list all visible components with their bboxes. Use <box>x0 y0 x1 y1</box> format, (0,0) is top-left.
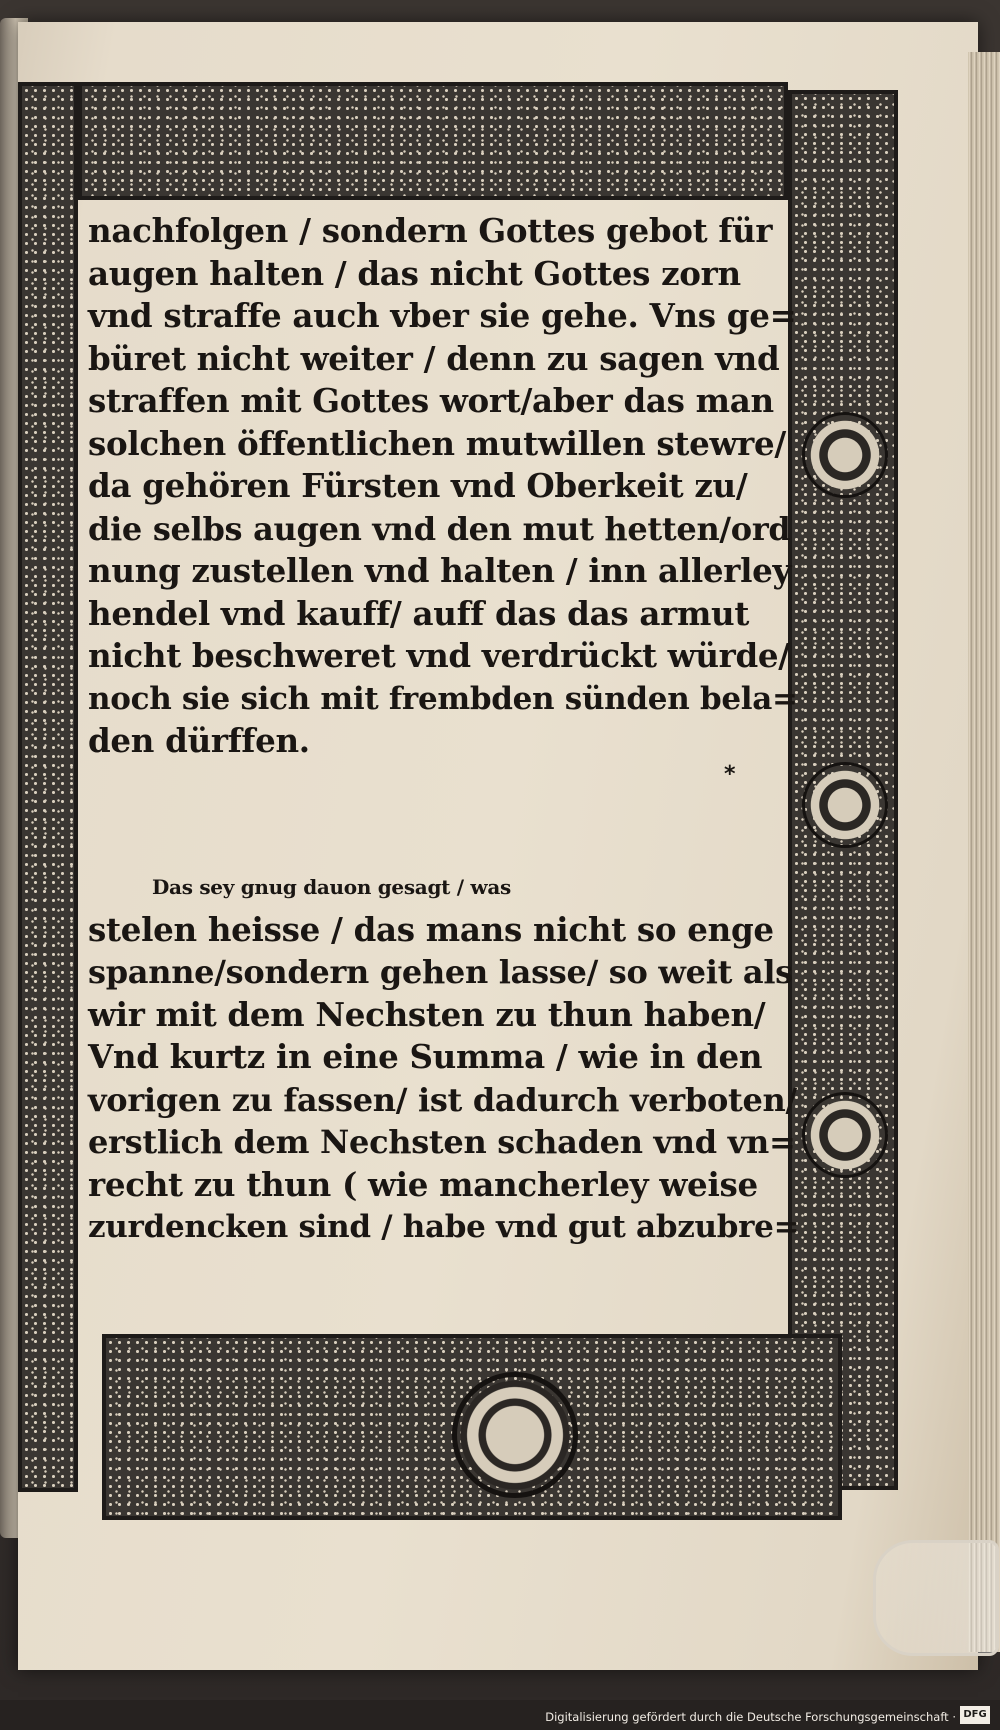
text-line: wir mit dem Nechsten zu thun haben/ <box>88 994 766 1034</box>
text-line: noch sie sich mit frembden sünden bela= <box>88 680 798 717</box>
text-line: augen halten / das nicht Gottes zorn <box>88 253 741 293</box>
text-line: da gehören Fürsten vnd Oberkeit zu/ <box>88 466 748 505</box>
text-line: hendel vnd kauff/ auff das das armut <box>88 593 750 633</box>
text-line: die selbs augen vnd den mut hetten/ord <box>88 509 791 548</box>
text-line: nicht beschweret vnd verdrückt würde/ <box>88 636 790 675</box>
bottom-medallion-ornament <box>452 1372 578 1498</box>
text-line: büret nicht weiter / denn zu sagen vnd <box>88 338 780 378</box>
text-line: Das sey gnug dauon gesagt / was <box>152 875 511 899</box>
dfg-logo: DFG <box>960 1706 990 1724</box>
text-line: nung zustellen vnd halten / inn allerley <box>88 551 792 590</box>
printer-mark: * <box>724 762 736 787</box>
text-line: vorigen zu fassen/ ist dadurch verboten/ <box>88 1080 797 1119</box>
ornamental-top-border <box>78 82 788 200</box>
text-line: erstlich dem Nechsten schaden vnd vn= <box>88 1123 796 1161</box>
page-corner-curl <box>873 1540 999 1656</box>
page-stack-edges <box>968 52 1000 1652</box>
text-line: den dürffen. <box>88 721 310 760</box>
text-line: spanne/sondern gehen lasse/ so weit als <box>88 953 793 991</box>
text-line: vnd straffe auch vber sie gehe. Vns ge= <box>88 296 797 335</box>
text-line: straffen mit Gottes wort/aber das man <box>88 381 774 420</box>
text-line: stelen heisse / das mans nicht so enge <box>88 909 774 949</box>
text-line: zurdencken sind / habe vnd gut abzubre= <box>88 1209 800 1245</box>
ornamental-left-border <box>18 82 78 1492</box>
text-line: Vnd kurtz in eine Summa / wie in den <box>88 1037 763 1076</box>
paragraph-1 <box>88 210 798 763</box>
text-line: nachfolgen / sondern Gottes gebot für <box>88 211 773 250</box>
footer-credit: Digitalisierung gefördert durch die Deutsche Forschungsgemeinschaft · <box>545 1710 956 1724</box>
text-line: recht zu thun ( wie mancherley weise <box>88 1164 758 1204</box>
text-line: solchen öffentlichen mutwillen stewre/ <box>88 423 786 463</box>
paragraph-2 <box>88 866 798 1249</box>
